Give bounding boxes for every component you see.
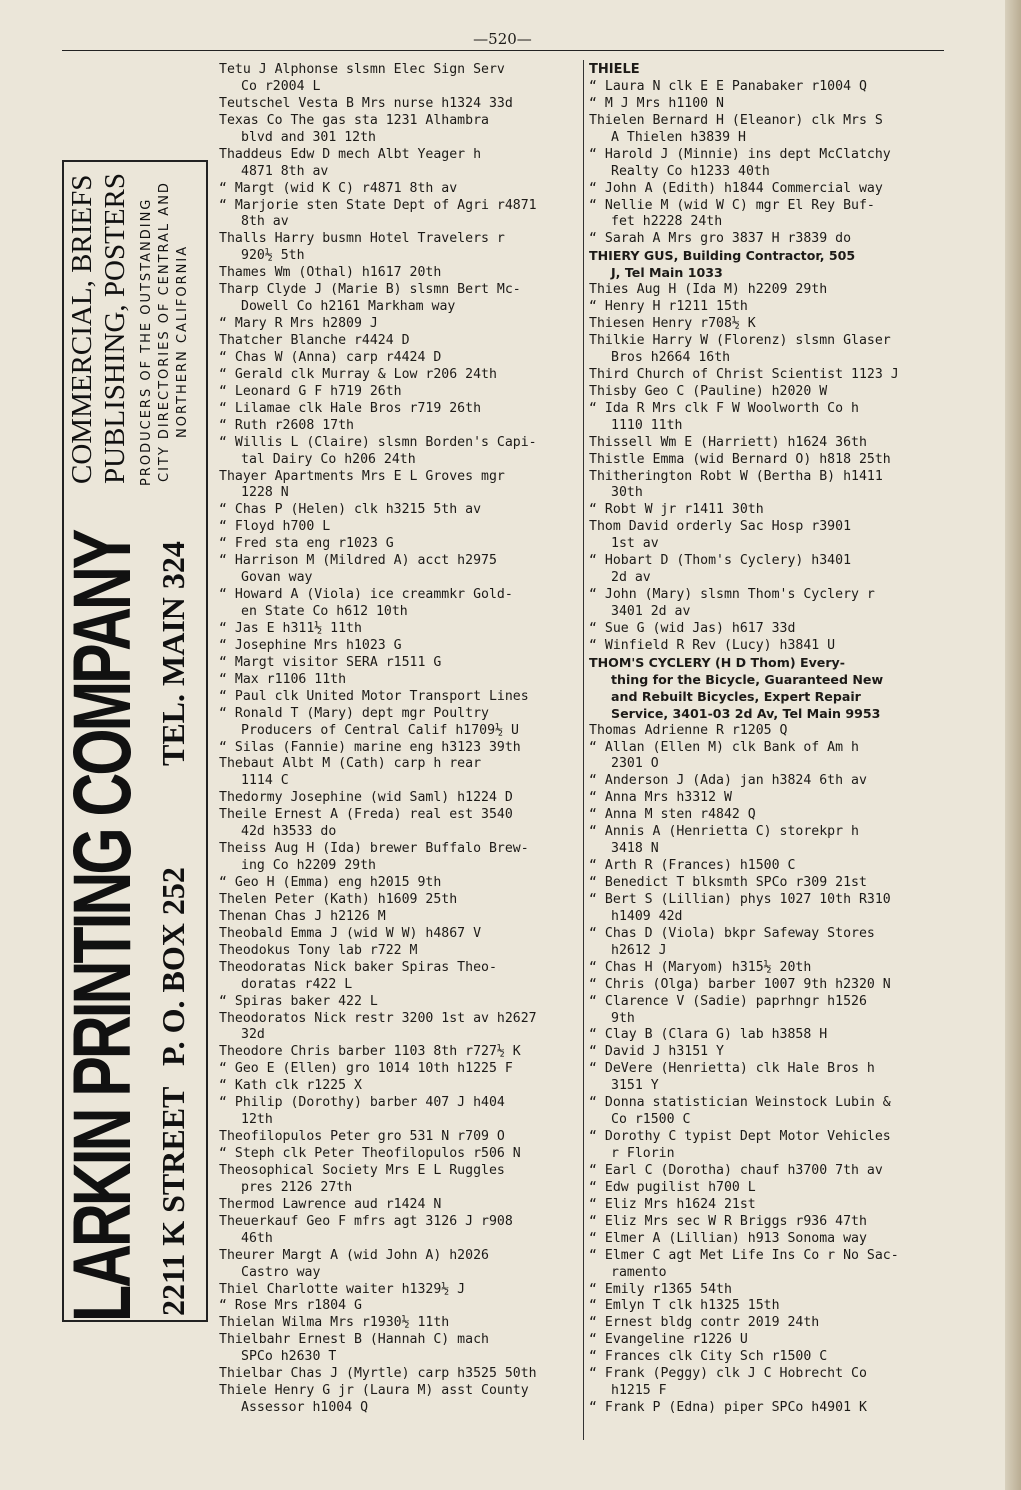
- directory-entry: [219, 1282, 581, 1299]
- directory-entry: [589, 875, 945, 892]
- entry-line: “ Anna Mrs h3312 W: [589, 790, 732, 806]
- entry-line: “ Benedict T blksmth SPCo r309 21st: [589, 875, 867, 890]
- directory-entry: [589, 994, 945, 1028]
- entry-line: “ Margt visitor SERA r1511 G: [219, 654, 442, 670]
- directory-entry: [219, 638, 581, 655]
- ad-street: 2211 K STREET: [155, 1086, 191, 1316]
- entry-line: 3151 Y: [611, 1078, 659, 1094]
- directory-entry: [589, 1180, 945, 1197]
- entry-line: “ Frank P (Edna) piper SPCo h4901 K: [589, 1400, 867, 1416]
- entry-line: “ Annis A (Henrietta C) storekpr h: [589, 824, 859, 840]
- entry-line: “ Emily r1365 54th: [589, 1281, 732, 1297]
- entry-line: “ Chas D (Viola) bkpr Safeway Stores: [589, 925, 875, 941]
- entry-line: ing Co h2209 29th: [241, 858, 376, 874]
- entry-line: Assessor h1004 Q: [241, 1400, 369, 1416]
- directory-entry: [589, 1332, 945, 1349]
- directory-entry: [589, 1315, 945, 1332]
- directory-entry: [219, 689, 581, 706]
- column-divider: [583, 60, 584, 1440]
- entry-line: “ Harrison M (Mildred A) acct h2975: [219, 553, 497, 569]
- entry-line: Theosophical Society Mrs E L Ruggles: [219, 1162, 505, 1178]
- directory-entry: [219, 1315, 581, 1332]
- entry-line: Thames Wm (Othal) h1617 20th: [219, 265, 442, 281]
- entry-line: “ Rose Mrs r1804 G: [219, 1298, 362, 1314]
- directory-entry: [219, 790, 581, 807]
- directory-entry: [589, 960, 945, 977]
- entry-line: Thies Aug H (Ida M) h2209 29th: [589, 282, 828, 298]
- entry-line: ramento: [611, 1264, 667, 1280]
- entry-line: A Thielen h3839 H: [611, 129, 746, 145]
- directory-entry: [589, 858, 945, 875]
- directory-entry: [219, 1129, 581, 1146]
- entry-line: “ Anna M sten r4842 Q: [589, 807, 756, 823]
- directory-entry: [219, 655, 581, 672]
- page-edge: [1005, 0, 1021, 1490]
- directory-entry: [589, 248, 945, 282]
- entry-line: 12th: [241, 1112, 273, 1128]
- entry-line: Texas Co The gas sta 1231 Alhambra: [219, 112, 489, 128]
- entry-line: “ Mary R Mrs h2809 J: [219, 316, 378, 332]
- directory-entry: [219, 1061, 581, 1078]
- right-column: [589, 62, 945, 1417]
- entry-line: “ Margt (wid K C) r4871 8th av: [219, 180, 458, 196]
- directory-entry: [219, 1011, 581, 1045]
- directory-entry: [219, 1095, 581, 1129]
- entry-line: THOM'S CYCLERY (H D Thom) Every-: [589, 654, 845, 670]
- directory-entry: [219, 1332, 581, 1366]
- directory-entry: [219, 333, 581, 350]
- entry-line: 1st av: [611, 536, 659, 552]
- directory-entry: [589, 723, 945, 740]
- entry-line: “ Howard A (Viola) ice creammkr Gold-: [219, 587, 513, 603]
- entry-line: Thistle Emma (wid Bernard O) h818 25th: [589, 451, 891, 467]
- directory-entry: [219, 1044, 581, 1061]
- entry-line: “ John (Mary) slsmn Thom's Cyclery r: [589, 587, 875, 603]
- entry-line: Bros h2664 16th: [611, 349, 731, 365]
- entry-line: SPCo h2630 T: [241, 1349, 337, 1365]
- entry-line: Producers of Central Calif h1709½ U: [241, 722, 519, 738]
- directory-entry: [219, 147, 581, 181]
- entry-line: Tetu J Alphonse slsmn Elec Sign Serv: [219, 62, 505, 77]
- entry-line: 4871 8th av: [241, 163, 329, 179]
- ad-address-line: [148, 511, 198, 1316]
- entry-line: 30th: [611, 485, 643, 501]
- entry-line: “ Evangeline r1226 U: [589, 1332, 748, 1348]
- entry-line: 46th: [241, 1230, 273, 1246]
- directory-entry: [589, 1129, 945, 1163]
- directory-entry: [219, 536, 581, 553]
- directory-entry: [219, 113, 581, 147]
- entry-line: 3418 N: [611, 841, 659, 857]
- directory-entry: [589, 401, 945, 435]
- entry-line: Theile Ernest A (Freda) real est 3540: [219, 807, 513, 823]
- directory-entry: [219, 943, 581, 960]
- directory-entry: [589, 79, 945, 96]
- entry-line: THIERY GUS, Building Contractor, 505: [589, 248, 856, 264]
- directory-entry: [219, 926, 581, 943]
- entry-line: “ Ida R Mrs clk F W Woolworth Co h: [589, 400, 859, 416]
- entry-line: Theobald Emma J (wid W W) h4867 V: [219, 925, 482, 941]
- entry-line: “ Floyd h700 L: [219, 519, 331, 535]
- directory-entry: [589, 435, 945, 452]
- directory-entry: [589, 807, 945, 824]
- entry-line: Co r1500 C: [611, 1112, 691, 1128]
- entry-line: Thissell Wm E (Harriett) h1624 36th: [589, 434, 867, 450]
- entry-line: h2612 J: [611, 942, 667, 958]
- entry-line: 2301 O: [611, 756, 659, 772]
- entry-line: “ Harold J (Minnie) ins dept McClatchy: [589, 146, 891, 162]
- ad-tagline-line: NORTHERN CALIFORNIA: [175, 244, 190, 438]
- entry-line: “ Jas E h311½ 11th: [219, 620, 362, 636]
- entry-line: “ Earl C (Dorotha) chauf h3700 7th av: [589, 1162, 883, 1178]
- entry-line: “ Lilamae clk Hale Bros r719 26th: [219, 400, 482, 416]
- entry-line: Thielbar Chas J (Myrtle) carp h3525 50th: [219, 1366, 537, 1382]
- entry-line: thing for the Bicycle, Guaranteed New: [611, 671, 884, 687]
- advertisement: [57, 160, 208, 1322]
- entry-line: pres 2126 27th: [241, 1179, 353, 1195]
- directory-entry: [219, 62, 581, 96]
- entry-line: “ Chas H (Maryom) h315½ 20th: [589, 959, 812, 975]
- directory-entry: [589, 181, 945, 198]
- directory-entry: [589, 299, 945, 316]
- entry-line: “ David J h3151 Y: [589, 1044, 724, 1060]
- entry-line: 1110 11th: [611, 417, 683, 433]
- entry-line: “ Henry H r1211 15th: [589, 299, 748, 315]
- directory-entry: [219, 841, 581, 875]
- directory-entry: [589, 1044, 945, 1061]
- directory-entry: [589, 502, 945, 519]
- directory-entry: [219, 1248, 581, 1282]
- entry-line: Service, 3401-03 2d Av, Tel Main 9953: [611, 705, 881, 721]
- ad-tagline-line: PRODUCERS OF THE OUTSTANDING: [139, 197, 154, 486]
- entry-line: h1409 42d: [611, 908, 683, 924]
- entry-line: Theodore Chris barber 1103 8th r727½ K: [219, 1044, 521, 1060]
- directory-entry: [219, 519, 581, 536]
- entry-line: “ Anderson J (Ada) jan h3824 6th av: [589, 773, 867, 789]
- entry-line: 1228 N: [241, 485, 289, 501]
- entry-line: J, Tel Main 1033: [611, 265, 723, 281]
- entry-line: “ Ruth r2608 17th: [219, 417, 354, 433]
- directory-entry: [589, 198, 945, 232]
- header-rule: [62, 50, 944, 51]
- directory-entry: [219, 1163, 581, 1197]
- directory-entry: [219, 756, 581, 790]
- entry-line: 42d h3533 do: [241, 824, 337, 840]
- directory-entry: [219, 198, 581, 232]
- entry-line: doratas r422 L: [241, 976, 353, 992]
- entry-line: Tharp Clyde J (Marie B) slsmn Bert Mc-: [219, 282, 521, 298]
- directory-entry: [589, 113, 945, 147]
- directory-entry: [589, 367, 945, 384]
- directory-entry: [589, 655, 945, 723]
- entry-line: Thiesen Henry r708½ K: [589, 316, 756, 332]
- entry-line: “ Silas (Fannie) marine eng h3123 39th: [219, 739, 521, 755]
- entry-line: “ Chris (Olga) barber 1007 9th h2320 N: [589, 976, 891, 992]
- directory-entry: [589, 1298, 945, 1315]
- entry-line: 9th: [611, 1010, 635, 1026]
- entry-line: Thielen Bernard H (Eleanor) clk Mrs S: [589, 112, 883, 128]
- entry-line: “ Philip (Dorothy) barber 407 J h404: [219, 1095, 505, 1111]
- entry-line: “ Chas P (Helen) clk h3215 5th av: [219, 502, 482, 518]
- directory-entry: [589, 147, 945, 181]
- entry-line: “ Chas W (Anna) carp r4424 D: [219, 349, 442, 365]
- ad-tagline: [138, 164, 192, 486]
- entry-line: “ Clarence V (Sadie) paprhngr h1526: [589, 993, 867, 1009]
- directory-entry: [219, 875, 581, 892]
- entry-line: Theodoratos Nick restr 3200 1st av h2627: [219, 1010, 537, 1026]
- entry-line: “ Paul clk United Motor Transport Lines: [219, 688, 529, 704]
- entry-line: “ Bert S (Lillian) phys 1027 10th R310: [589, 891, 891, 907]
- directory-entry: [219, 502, 581, 519]
- directory-entry: [589, 96, 945, 113]
- entry-line: Thiele Henry G jr (Laura M) asst County: [219, 1383, 529, 1399]
- entry-line: and Rebuilt Bicycles, Expert Repair: [611, 688, 861, 704]
- directory-entry: [589, 384, 945, 401]
- ad-box: P. O. BOX 252: [155, 867, 191, 1066]
- entry-line: “ Donna statistician Weinstock Lubin &: [589, 1095, 891, 1111]
- entry-line: Thermod Lawrence aud r1424 N: [219, 1196, 442, 1212]
- directory-entry: [219, 367, 581, 384]
- entry-line: “ Edw pugilist h700 L: [589, 1179, 756, 1195]
- directory-entry: [219, 316, 581, 333]
- entry-line: en State Co h612 10th: [241, 604, 408, 619]
- entry-line: fet h2228 24th: [611, 214, 723, 230]
- directory-entry: [589, 333, 945, 367]
- entry-line: Thenan Chas J h2126 M: [219, 908, 386, 924]
- entry-line: “ Marjorie sten State Dept of Agri r4871: [219, 197, 537, 213]
- entry-line: Thilkie Harry W (Florenz) slsmn Glaser: [589, 333, 891, 348]
- directory-entry: [589, 231, 945, 248]
- entry-line: 1114 C: [241, 773, 289, 789]
- directory-entry: [219, 621, 581, 638]
- page-number: —520—: [473, 30, 532, 48]
- directory-entry: [589, 892, 945, 926]
- entry-line: Thomas Adrienne R r1205 Q: [589, 722, 788, 738]
- directory-entry: [589, 977, 945, 994]
- directory-entry: [589, 740, 945, 774]
- entry-line: “ Emlyn T clk h1325 15th: [589, 1298, 780, 1314]
- entry-line: “ Willis L (Claire) slsmn Borden's Capi-: [219, 434, 537, 450]
- entry-line: Thitherington Robt W (Bertha B) h1411: [589, 468, 883, 484]
- entry-line: h1215 F: [611, 1383, 667, 1399]
- directory-entry: [589, 1095, 945, 1129]
- entry-line: “ Elmer C agt Met Life Ins Co r No Sac-: [589, 1247, 899, 1263]
- entry-line: “ DeVere (Henrietta) clk Hale Bros h: [589, 1061, 875, 1077]
- entry-line: Thaddeus Edw D mech Albt Yeager h: [219, 146, 482, 162]
- directory-entry: [219, 1146, 581, 1163]
- directory-entry: [589, 452, 945, 469]
- entry-line: tal Dairy Co h206 24th: [241, 451, 416, 467]
- directory-entry: [589, 469, 945, 503]
- entry-line: “ Eliz Mrs h1624 21st: [589, 1196, 756, 1212]
- directory-entry: [589, 553, 945, 587]
- entry-line: “ Steph clk Peter Theofilopulos r506 N: [219, 1146, 521, 1161]
- directory-entry: [589, 1027, 945, 1044]
- directory-entry: [219, 960, 581, 994]
- entry-line: “ Sarah A Mrs gro 3837 H r3839 do: [589, 231, 852, 247]
- entry-line: 32d: [241, 1027, 265, 1043]
- directory-entry: [219, 553, 581, 587]
- entry-line: Theodoratas Nick baker Spiras Theo-: [219, 959, 497, 975]
- entry-line: “ Laura N clk E E Panabaker r1004 Q: [589, 78, 867, 94]
- directory-entry: [589, 621, 945, 638]
- directory-entry: [219, 740, 581, 757]
- directory-entry: [589, 638, 945, 655]
- directory-entry: [589, 926, 945, 960]
- directory-entry: [219, 1197, 581, 1214]
- entry-line: “ John A (Edith) h1844 Commercial way: [589, 180, 883, 196]
- entry-line: “ Kath clk r1225 X: [219, 1078, 362, 1094]
- entry-line: Thedormy Josephine (wid Saml) h1224 D: [219, 790, 513, 806]
- directory-entry: [589, 587, 945, 621]
- ad-tagline-line: CITY DIRECTORIES OF CENTRAL AND: [157, 181, 172, 482]
- entry-line: Thayer Apartments Mrs E L Groves mgr: [219, 468, 505, 484]
- entry-line: Thisby Geo C (Pauline) h2020 W: [589, 383, 828, 399]
- directory-entry: [589, 1231, 945, 1248]
- directory-entry: [219, 1383, 581, 1417]
- entry-line: Thom David orderly Sac Hosp r3901: [589, 519, 852, 535]
- entry-line: Teutschel Vesta B Mrs nurse h1324 33d: [219, 95, 513, 111]
- directory-entry: [219, 231, 581, 265]
- directory-entry: [589, 1197, 945, 1214]
- directory-entry: [589, 790, 945, 807]
- entry-line: Castro way: [241, 1264, 321, 1280]
- directory-entry: [219, 672, 581, 689]
- directory-entry: [589, 773, 945, 790]
- directory-entry: [589, 1248, 945, 1282]
- directory-entry: [589, 1366, 945, 1400]
- middle-column: [219, 62, 581, 1417]
- directory-entry: [219, 96, 581, 113]
- entry-line: “ Dorothy C typist Dept Motor Vehicles: [589, 1129, 891, 1145]
- directory-entry: [589, 282, 945, 299]
- directory-entry: [589, 1400, 945, 1417]
- directory-entry: [219, 350, 581, 367]
- directory-entry: [219, 469, 581, 503]
- entry-line: 8th av: [241, 214, 289, 230]
- entry-line: Realty Co h1233 40th: [611, 163, 770, 179]
- entry-line: “ Fred sta eng r1023 G: [219, 536, 394, 552]
- directory-entry: [219, 807, 581, 841]
- entry-line: Theuerkauf Geo F mfrs agt 3126 J r908: [219, 1213, 513, 1229]
- directory-entry: [219, 1078, 581, 1095]
- entry-line: “ Frank (Peggy) clk J C Hobrecht Co: [589, 1366, 867, 1382]
- directory-entry: [219, 1214, 581, 1248]
- entry-line: blvd and 301 12th: [241, 129, 376, 145]
- directory-entry: [219, 1298, 581, 1315]
- directory-entry: [219, 435, 581, 469]
- entry-line: “ Arth R (Frances) h1500 C: [589, 858, 796, 874]
- entry-line: “ Winfield R Rev (Lucy) h3841 U: [589, 637, 836, 653]
- entry-line: Theofilopulos Peter gro 531 N r709 O: [219, 1129, 505, 1145]
- entry-line: “ Frances clk City Sch r1500 C: [589, 1349, 828, 1365]
- entry-line: Thalls Harry busmn Hotel Travelers r: [219, 231, 505, 247]
- ad-services: [66, 164, 132, 484]
- directory-entry: [219, 418, 581, 435]
- directory-entry: [589, 1282, 945, 1299]
- ad-services-line: PUBLISHING, POSTERS: [99, 173, 131, 484]
- directory-entry: [589, 824, 945, 858]
- entry-line: Thiel Charlotte waiter h1329½ J: [219, 1281, 466, 1297]
- entry-line: Theodokus Tony lab r722 M: [219, 942, 418, 958]
- ad-services-line: COMMERCIAL, BRIEFS: [66, 174, 98, 484]
- entry-line: “ Sue G (wid Jas) h617 33d: [589, 620, 796, 636]
- entry-line: “ Leonard G F h719 26th: [219, 383, 402, 399]
- directory-entry: [589, 1163, 945, 1180]
- directory-entry: [219, 282, 581, 316]
- entry-line: “ Ronald T (Mary) dept mgr Poultry: [219, 705, 489, 721]
- entry-line: “ M J Mrs h1100 N: [589, 95, 724, 111]
- directory-entry: [219, 587, 581, 621]
- entry-line: Theurer Margt A (wid John A) h2026: [219, 1247, 489, 1263]
- entry-line: Thielan Wilma Mrs r1930½ 11th: [219, 1315, 450, 1331]
- directory-entry: [219, 1366, 581, 1383]
- directory-entry: [219, 909, 581, 926]
- entry-line: “ Ernest bldg contr 2019 24th: [589, 1315, 820, 1331]
- entry-line: Thatcher Blanche r4424 D: [219, 333, 410, 348]
- directory-entry: [219, 994, 581, 1011]
- entry-line: Thebaut Albt M (Cath) carp h rear: [219, 756, 482, 772]
- directory-entry: [219, 892, 581, 909]
- column-heading: [589, 62, 945, 79]
- entry-line: “ Gerald clk Murray & Low r206 24th: [219, 366, 497, 382]
- entry-line: 2d av: [611, 570, 651, 586]
- directory-entry: [219, 181, 581, 198]
- directory-entry: [219, 401, 581, 418]
- directory-entry: [589, 1349, 945, 1366]
- entry-line: “ Josephine Mrs h1023 G: [219, 637, 402, 653]
- directory-entry: [219, 265, 581, 282]
- entry-line: “ Allan (Ellen M) clk Bank of Am h: [589, 739, 859, 755]
- entry-line: Theiss Aug H (Ida) brewer Buffalo Brew-: [219, 841, 529, 857]
- entry-line: THIELE: [589, 62, 640, 77]
- entry-line: Thielbahr Ernest B (Hannah C) mach: [219, 1332, 489, 1348]
- ad-tel: TEL. MAIN 324: [155, 541, 191, 766]
- directory-entry: [589, 1061, 945, 1095]
- entry-line: Govan way: [241, 570, 313, 586]
- directory-entry: [589, 519, 945, 553]
- entry-line: 3401 2d av: [611, 604, 691, 619]
- entry-line: “ Robt W jr r1411 30th: [589, 502, 764, 518]
- entry-line: Third Church of Christ Scientist 1123 J: [589, 366, 899, 382]
- directory-entry: [219, 706, 581, 740]
- entry-line: “ Clay B (Clara G) lab h3858 H: [589, 1027, 828, 1043]
- entry-line: 920½ 5th: [241, 248, 305, 264]
- entry-line: “ Elmer A (Lillian) h913 Sonoma way: [589, 1230, 867, 1246]
- entry-line: “ Geo H (Emma) eng h2015 9th: [219, 875, 442, 890]
- entry-line: “ Geo E (Ellen) gro 1014 10th h1225 F: [219, 1061, 513, 1077]
- entry-line: “ Hobart D (Thom's Cyclery) h3401: [589, 553, 852, 569]
- directory-entry: [589, 316, 945, 333]
- directory-entry: [589, 1214, 945, 1231]
- entry-line: Co r2004 L: [241, 78, 321, 94]
- entry-line: r Florin: [611, 1146, 675, 1161]
- entry-line: “ Max r1106 11th: [219, 671, 347, 687]
- entry-line: “ Eliz Mrs sec W R Briggs r936 47th: [589, 1213, 867, 1229]
- entry-line: “ Nellie M (wid W C) mgr El Rey Buf-: [589, 197, 875, 213]
- entry-line: “ Spiras baker 422 L: [219, 993, 378, 1009]
- directory-entry: [219, 384, 581, 401]
- entry-line: Thelen Peter (Kath) h1609 25th: [219, 891, 458, 907]
- entry-line: Dowell Co h2161 Markham way: [241, 299, 456, 315]
- ad-company-name: LARKIN PRINTING COMPANY: [57, 531, 148, 1322]
